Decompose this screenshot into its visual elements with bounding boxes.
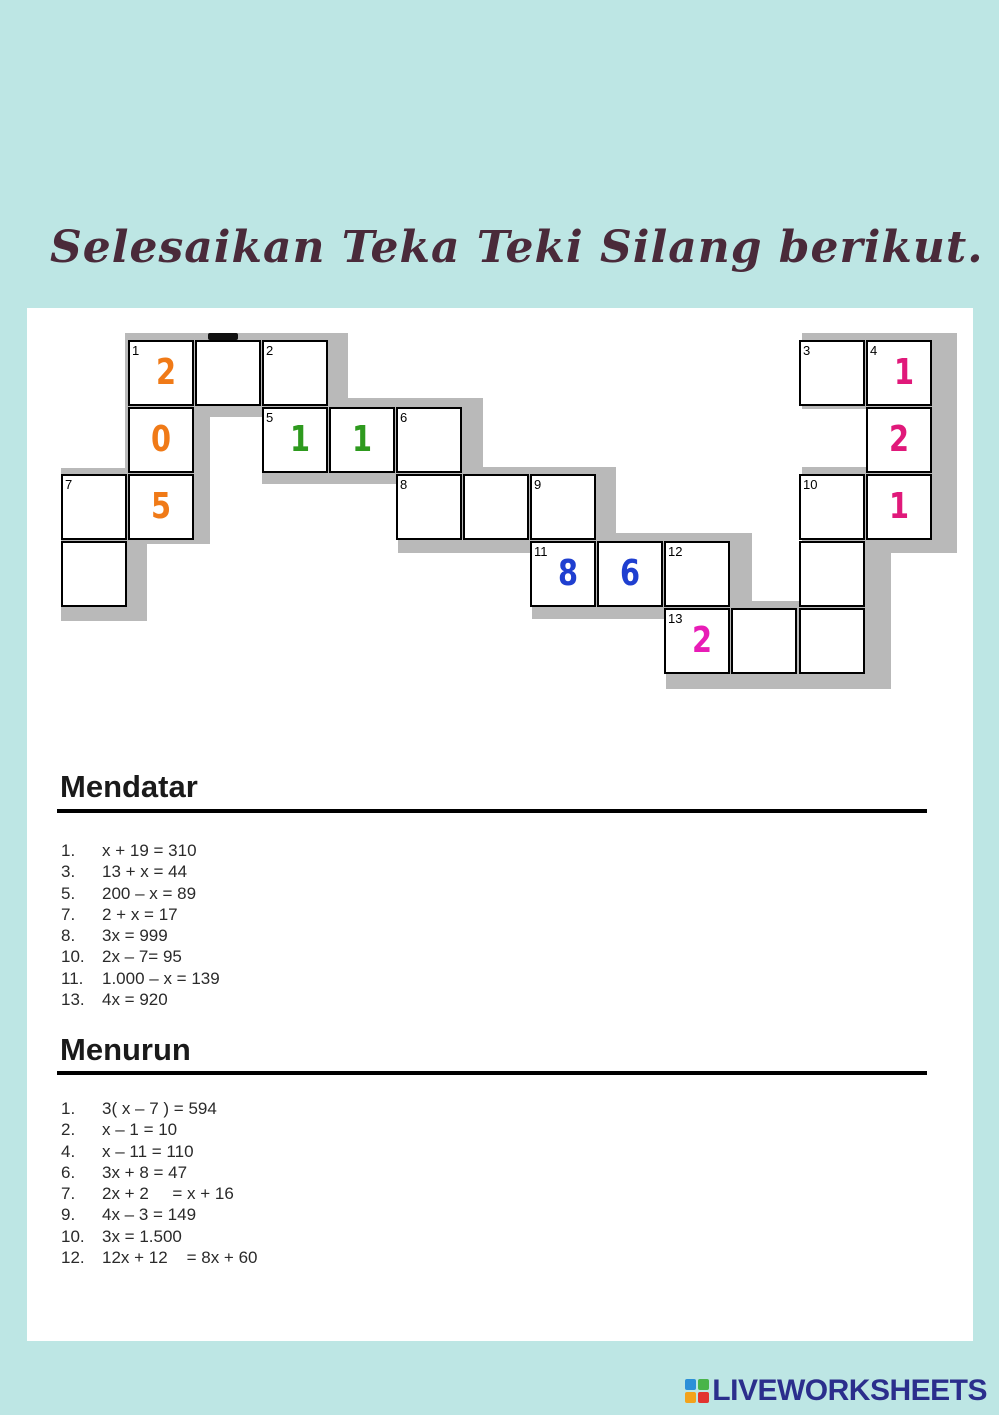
mendatar-clue (61, 840, 220, 861)
cell-number: 3 (803, 343, 811, 358)
clue-number: 7. (61, 1184, 76, 1204)
clue-number: 10. (61, 947, 85, 967)
clue-text: 2x + 2 = x + 16 (102, 1184, 234, 1204)
cell-answer: 1 (888, 486, 910, 527)
clue-number: 5. (61, 883, 76, 903)
mendatar-clue (61, 883, 220, 904)
crossword-cell[interactable] (799, 474, 865, 540)
cell-number: 10 (803, 477, 818, 492)
mendatar-clue (61, 904, 220, 925)
crossword-cell[interactable] (396, 474, 462, 540)
crossword-cell[interactable] (664, 608, 730, 674)
crossword-cell[interactable] (799, 608, 865, 674)
mendatar-clue (61, 989, 220, 1010)
cell-number: 8 (400, 477, 408, 492)
mendatar-rule (57, 809, 927, 813)
grid-mark (208, 333, 238, 340)
clue-text: 4x – 3 = 149 (102, 1205, 197, 1225)
menurun-clue-list (61, 1098, 257, 1268)
clue-text: 2x – 7= 95 (102, 947, 182, 967)
logo-square-icon (685, 1392, 696, 1403)
clue-number: 10. (61, 1226, 85, 1246)
crossword-cell[interactable] (262, 407, 328, 473)
menurun-clue (61, 1098, 257, 1119)
crossword-cell[interactable] (731, 608, 797, 674)
clue-text: 3x + 8 = 47 (102, 1162, 188, 1182)
crossword-cell[interactable] (799, 340, 865, 406)
clue-text: 3x = 1.500 (102, 1226, 182, 1246)
menurun-clue (61, 1141, 257, 1162)
mendatar-clue (61, 946, 220, 967)
clue-text: 3( x – 7 ) = 594 (102, 1099, 217, 1118)
clue-text: x + 19 = 310 (102, 841, 197, 860)
crossword-cell[interactable] (799, 541, 865, 607)
cell-number: 13 (668, 611, 683, 626)
clue-text: x – 11 = 110 (102, 1141, 194, 1161)
clue-text: 13 + x = 44 (102, 862, 188, 882)
mendatar-clue (61, 968, 220, 989)
menurun-clue (61, 1204, 257, 1225)
clue-number: 3. (61, 862, 76, 882)
clue-text: 200 – x = 89 (102, 883, 197, 903)
clue-number: 4. (61, 1141, 76, 1161)
clue-number: 1. (61, 841, 76, 860)
clue-number: 12. (61, 1248, 85, 1268)
clue-number: 1. (61, 1099, 76, 1118)
mendatar-clue (61, 861, 220, 882)
clue-text: 3x = 999 (102, 926, 168, 946)
mendatar-clue (61, 925, 220, 946)
cell-number: 1 (132, 343, 140, 358)
menurun-clue (61, 1119, 257, 1140)
cell-answer: 6 (619, 553, 641, 594)
clue-number: 11. (61, 968, 84, 988)
crossword-cell[interactable] (128, 474, 194, 540)
crossword-cell[interactable] (61, 541, 127, 607)
menurun-clue (61, 1226, 257, 1247)
clue-text: 2 + x = 17 (102, 904, 178, 924)
menurun-heading: Menurun (60, 1032, 191, 1067)
crossword-cell[interactable] (396, 407, 462, 473)
liveworksheets-icon (685, 1379, 709, 1403)
clue-number: 9. (61, 1205, 76, 1225)
crossword-cell[interactable] (128, 340, 194, 406)
logo-square-icon (698, 1379, 709, 1390)
clue-number: 2. (61, 1120, 76, 1140)
clue-text: 12x + 12 = 8x + 60 (102, 1248, 258, 1268)
crossword-cell[interactable] (128, 407, 194, 473)
crossword-cell[interactable] (463, 474, 529, 540)
crossword-cell[interactable] (329, 407, 395, 473)
cell-answer: 1 (289, 419, 311, 460)
clue-number: 6. (61, 1162, 76, 1182)
cell-answer: 8 (557, 553, 579, 594)
crossword-cell[interactable] (530, 541, 596, 607)
crossword-cell[interactable] (866, 407, 932, 473)
crossword-cell[interactable] (866, 340, 932, 406)
mendatar-clue-list (61, 840, 220, 1010)
cell-answer: 1 (351, 419, 373, 460)
cell-number: 6 (400, 410, 408, 425)
cell-number: 9 (534, 477, 542, 492)
clue-number: 13. (61, 990, 85, 1010)
cell-number: 11 (534, 544, 548, 559)
clue-text: 1.000 – x = 139 (102, 968, 220, 988)
crossword-cell[interactable] (664, 541, 730, 607)
crossword-cell[interactable] (866, 474, 932, 540)
worksheet-sheet (27, 308, 973, 1341)
crossword-cell[interactable] (262, 340, 328, 406)
menurun-clue (61, 1183, 257, 1204)
cell-answer: 2 (155, 352, 177, 393)
mendatar-heading: Mendatar (60, 769, 198, 804)
clue-number: 7. (61, 904, 76, 924)
menurun-clue (61, 1162, 257, 1183)
clue-text: x – 1 = 10 (102, 1120, 178, 1140)
cell-answer: 2 (888, 419, 910, 460)
cell-number: 7 (65, 477, 73, 492)
crossword-cell[interactable] (195, 340, 261, 406)
menurun-rule (57, 1071, 927, 1075)
cell-answer: 1 (893, 352, 915, 393)
clue-number: 8. (61, 926, 76, 946)
logo-square-icon (685, 1379, 696, 1390)
cell-number: 2 (266, 343, 274, 358)
brand-name: LIVEWORKSHEETS (712, 1374, 987, 1407)
cell-number: 4 (870, 343, 878, 358)
cell-answer: 2 (691, 620, 713, 661)
crossword-cell[interactable] (597, 541, 663, 607)
liveworksheets-logo (685, 1374, 987, 1408)
logo-square-icon (698, 1392, 709, 1403)
menurun-clue (61, 1247, 257, 1268)
crossword-grid (27, 308, 973, 708)
cell-number: 12 (668, 544, 683, 559)
clue-text: 4x = 920 (102, 990, 168, 1010)
crossword-cell[interactable] (61, 474, 127, 540)
cell-number: 5 (266, 410, 274, 425)
cell-answer: 0 (150, 419, 172, 460)
crossword-cell[interactable] (530, 474, 596, 540)
cell-answer: 5 (150, 486, 172, 527)
worksheet-title: Selesaikan Teka Teki Silang berikut. (50, 222, 984, 273)
